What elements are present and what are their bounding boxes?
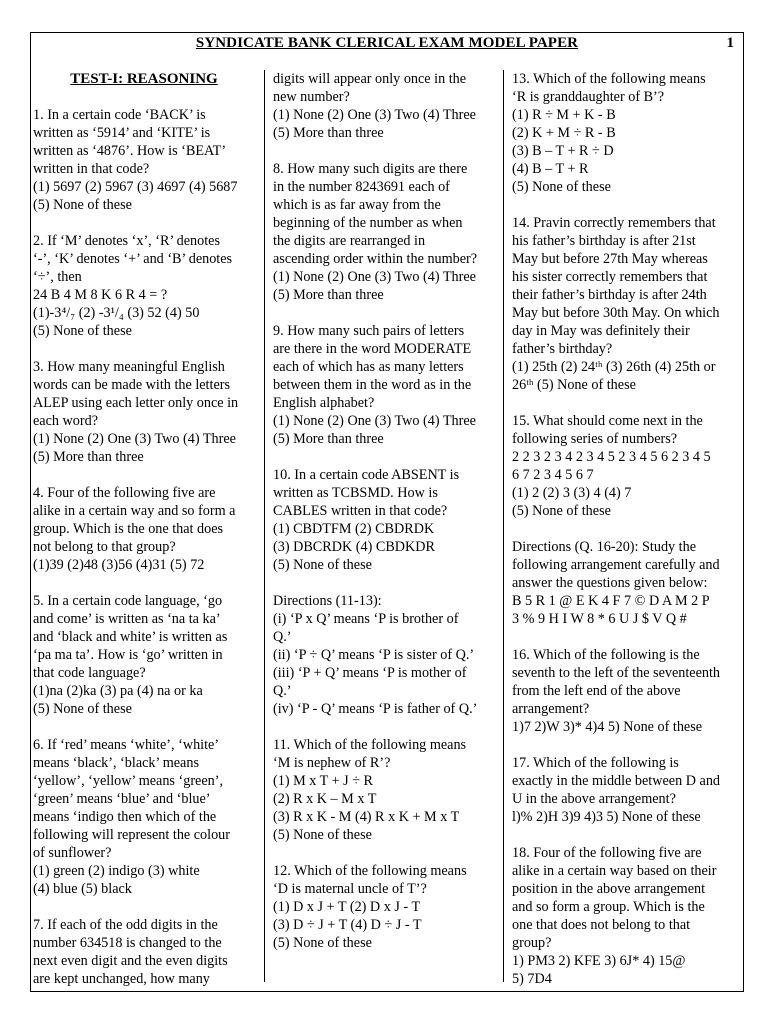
text-line: (1) None (2) One (3) Two (4) Three [273,107,476,123]
text-line: following series of numbers? [512,431,678,447]
text-line: ‘R is granddaughter of B’? [512,89,665,105]
page-number: 1 [726,35,734,51]
text-line: Directions (11-13): [273,593,382,609]
text-line: between them in the word as in the [273,377,472,393]
question-block [512,646,742,736]
text-line: that code language? [33,665,146,681]
text-line: (5) None of these [273,935,372,951]
text-line: 6. If ‘red’ means ‘white’, ‘white’ [33,737,220,753]
text-line: (iv) ‘P - Q’ means ‘P is father of Q.’ [273,701,478,717]
text-line: (5) More than three [33,449,144,465]
text-line: ‘D is maternal uncle of T’? [273,881,427,897]
text-line: 15. What should come next in the [512,413,703,429]
text-line: 1) PM3 2) KFE 3) 6J* 4) 15@ [512,953,686,969]
text-line: (i) ‘P x Q’ means ‘P is brother of [273,611,459,627]
text-line: and ‘black and white’ is written as [33,629,228,645]
text-line: Q.’ [273,629,292,645]
text-line: next even digit and the even digits [33,953,228,969]
text-line: 8. How many such digits are there [273,161,468,177]
text-line: ALEP using each letter only once in [33,395,239,411]
text-line: of sunflower? [33,845,112,861]
question-block [33,106,255,214]
text-line: (3) B – T + R ÷ D [512,143,614,159]
text-line: each of which has as many letters [273,359,464,375]
text-line: 13. Which of the following means [512,71,706,87]
text-line: 10. In a certain code ABSENT is [273,467,460,483]
text-line: following will represent the colour [33,827,230,843]
text-line: group? [512,935,552,951]
text-line: 6 7 2 3 4 5 6 7 [512,467,594,483]
text-line: 26ᵗʰ (5) None of these [512,377,636,393]
text-line: (5) More than three [273,125,384,141]
text-line: from the left end of the above [512,683,681,699]
question-block [33,358,255,466]
text-line: (5) More than three [273,431,384,447]
text-line: (3) DBCRDK (4) CBDKDR [273,539,435,555]
text-line: CABLES written in that code? [273,503,448,519]
text-line: 1)7 2)W 3)* 4)4 5) None of these [512,719,703,735]
text-line: 12. Which of the following means [273,863,467,879]
text-line: (ii) ‘P ÷ Q’ means ‘P is sister of Q.’ [273,647,475,663]
page-header [30,35,744,57]
text-line: U in the above arrangement? [512,791,676,807]
text-line: 16. Which of the following is the [512,647,700,663]
column-1 [33,70,255,1006]
text-line: alike in a certain way and so form a [33,503,236,519]
text-line: written as ‘4876’. How is ‘BEAT’ [33,143,227,159]
question-block [512,844,742,988]
column-2 [273,70,495,970]
text-line: his father’s birthday is after 21st [512,233,696,249]
text-line: 14. Pravin correctly remembers that [512,215,716,231]
text-line: 17. Which of the following is [512,755,679,771]
question-block [33,736,255,898]
text-line: ‘-’, ‘K’ denotes ‘+’ and ‘B’ denotes [33,251,233,267]
text-line: means ‘indigo then which of the [33,809,217,825]
column-divider-right [503,70,504,982]
text-line: (1) D x J + T (2) D x J - T [273,899,421,915]
text-line: exactly in the middle between D and [512,773,721,789]
text-line: (4) B – T + R [512,161,589,177]
text-line: (5) None of these [273,557,372,573]
question-block [33,484,255,574]
text-line: (1)39 (2)48 (3)56 (4)31 (5) 72 [33,557,205,573]
text-line: (1) 5697 (2) 5967 (3) 4697 (4) 5687 [33,179,238,195]
section-title: TEST-I: REASONING [70,71,218,87]
text-line: words can be made with the letters [33,377,230,393]
text-line: (5) None of these [33,197,132,213]
text-line: 2 2 3 2 3 4 2 3 4 5 2 3 4 5 6 2 3 4 5 [512,449,711,465]
text-line: 7. If each of the odd digits in the [33,917,218,933]
text-line: which is as far away from the [273,197,441,213]
text-line: group. Which is the one that does [33,521,224,537]
text-line: ‘÷’, then [33,269,82,285]
question-block [33,916,255,988]
page-title: SYNDICATE BANK CLERICAL EXAM MODEL PAPER [195,35,579,51]
text-line: number 634518 is changed to the [33,935,222,951]
text-line: May but before 27th May whereas [512,251,708,267]
question-block [512,214,742,394]
text-line: 18. Four of the following five are [512,845,702,861]
question-block [33,232,255,340]
text-line: (5) More than three [273,287,384,303]
text-line: B 5 R 1 @ E K 4 F 7 © D A M 2 P [512,593,710,609]
text-line: the digits are rearranged in [273,233,426,249]
text-line: Directions (Q. 16-20): Study the [512,539,697,555]
question-block [33,592,255,718]
text-line: day in May was definitely their [512,323,690,339]
text-line: father’s birthday? [512,341,613,357]
text-line: (1)-3⁴/₇ (2) -3¹/₄ (3) 52 (4) 50 [33,305,200,321]
text-line: (5) None of these [33,701,132,717]
text-line: his sister correctly remembers that [512,269,708,285]
text-line: and come’ is written as ‘na ta ka’ [33,611,221,627]
text-line: written as ‘5914’ and ‘KITE’ is [33,125,211,141]
text-line: 9. How many such pairs of letters [273,323,465,339]
text-line: 3. How many meaningful English [33,359,225,375]
text-line: (2) K + M ÷ R - B [512,125,616,141]
text-line: arrangement? [512,701,590,717]
text-line: (1) None (2) One (3) Two (4) Three [273,269,476,285]
text-line: (1) None (2) One (3) Two (4) Three [33,431,236,447]
text-line: position in the above arrangement [512,881,706,897]
question-block [273,322,495,448]
text-line: new number? [273,89,350,105]
question-block [512,70,742,196]
text-line: each word? [33,413,98,429]
text-line: (4) blue (5) black [33,881,132,897]
text-line: means ‘black’, ‘black’ means [33,755,199,771]
text-line: following arrangement carefully and [512,557,720,573]
text-line: (2) R x K – M x T [273,791,377,807]
question-block [273,160,495,304]
text-line: (5) None of these [33,323,132,339]
text-line: (1) CBDTFM (2) CBDRDK [273,521,435,537]
text-line: 11. Which of the following means [273,737,467,753]
question-block [512,538,742,628]
text-line: (1)na (2)ka (3) pa (4) na or ka [33,683,203,699]
text-line: l)% 2)H 3)9 4)3 5) None of these [512,809,701,825]
text-line: digits will appear only once in the [273,71,467,87]
text-line: ‘M is nephew of R’? [273,755,391,771]
text-line: seventh to the left of the seventeenth [512,665,721,681]
text-line: (1) None (2) One (3) Two (4) Three [273,413,476,429]
text-line: (iii) ‘P + Q’ means ‘P is mother of [273,665,467,681]
text-line: 24 B 4 M 8 K 6 R 4 = ? [33,287,168,303]
text-line: ascending order within the number? [273,251,478,267]
text-line: ‘green’ means ‘blue’ and ‘blue’ [33,791,211,807]
text-line: and so form a group. Which is the [512,899,705,915]
question-block [273,70,495,142]
text-line: one that does not belong to that [512,917,691,933]
text-line: 2. If ‘M’ denotes ‘x’, ‘R’ denotes [33,233,221,249]
text-line: (3) R x K - M (4) R x K + M x T [273,809,460,825]
question-block [273,592,495,718]
text-line: (1) R ÷ M + K - B [512,107,616,123]
text-line: answer the questions given below: [512,575,708,591]
text-line: (5) None of these [273,827,372,843]
text-line: in the number 8243691 each of [273,179,450,195]
text-line: (5) None of these [512,179,611,195]
question-block [273,466,495,574]
text-line: ‘yellow’, ‘yellow’ means ‘green’, [33,773,224,789]
question-block [512,754,742,826]
column-3 [512,70,742,1006]
text-line: not belong to that group? [33,539,176,555]
question-block [273,862,495,952]
text-line: are kept unchanged, how many [33,971,210,987]
text-line: written as TCBSMD. How is [273,485,438,501]
text-line: English alphabet? [273,395,375,411]
question-block [273,736,495,844]
text-line: (1) 2 (2) 3 (3) 4 (4) 7 [512,485,632,501]
text-line: (3) D ÷ J + T (4) D ÷ J - T [273,917,422,933]
text-line: their father’s birthday is after 24th [512,287,707,303]
text-line: alike in a certain way based on their [512,863,717,879]
text-line: ‘pa ma ta’. How is ‘go’ written in [33,647,223,663]
text-line: 1. In a certain code ‘BACK’ is [33,107,206,123]
text-line: (1) green (2) indigo (3) white [33,863,200,879]
text-line: 5) 7D4 [512,971,552,987]
text-line: beginning of the number as when [273,215,463,231]
text-line: 4. Four of the following five are [33,485,216,501]
text-line: (1) 25th (2) 24ᵗʰ (3) 26th (4) 25th or [512,359,716,375]
text-line: 5. In a certain code language, ‘go [33,593,223,609]
text-line: Q.’ [273,683,292,699]
question-block [512,412,742,520]
column-divider-left [264,70,265,982]
text-line: 3 % 9 H I W 8 * 6 U J $ V Q # [512,611,687,627]
text-line: (5) None of these [512,503,611,519]
text-line: written in that code? [33,161,150,177]
text-line: May but before 30th May. On which [512,305,720,321]
text-line: (1) M x T + J ÷ R [273,773,374,789]
text-line: are there in the word MODERATE [273,341,472,357]
